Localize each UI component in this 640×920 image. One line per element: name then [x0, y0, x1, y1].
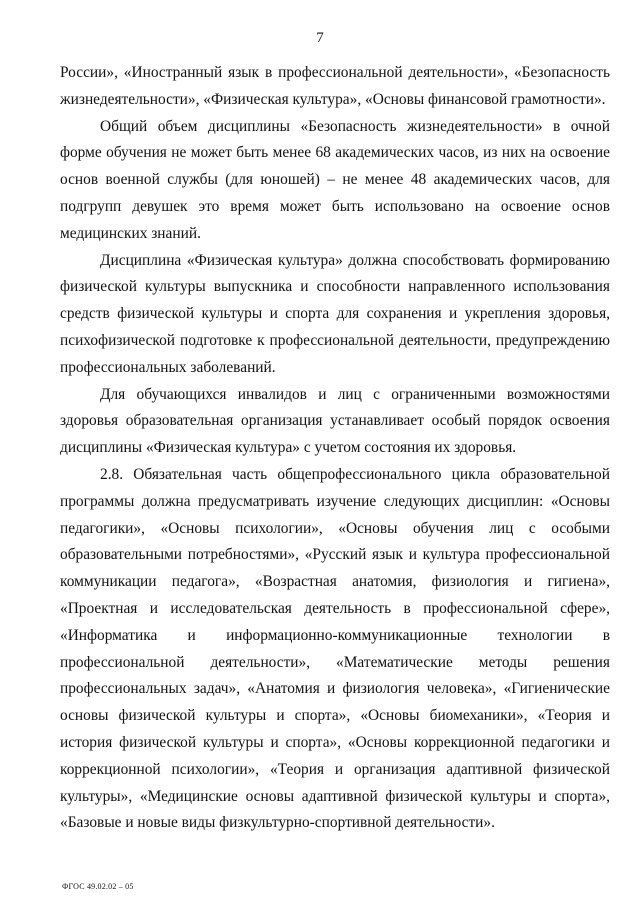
document-code-footer: ФГОС 49.02.02 – 05	[62, 882, 134, 891]
document-body	[60, 60, 610, 837]
paragraph-life-safety-volume: Общий объем дисциплины «Безопасность жизнедеятельности» в очной форме обучения не может быть менее 68 академических часов, из них на освоение основ военной службы (для юношей) – не менее 48 академических часов, для подгрупп девушек это время может быть использовано на освоение основ медицинских знаний.	[60, 117, 610, 242]
paragraph-continuation: России», «Иностранный язык в профессиональной деятельности», «Безопасность жизнедеятельности», «Физическая культура», «Основы финансовой грамотности».	[60, 64, 610, 108]
paragraph-section-2-8: 2.8. Обязательная часть общепрофессионального цикла образовательной программы должна предусматривать изучение следующих дисциплин: «Основы педагогики», «Основы психологии», «Основы обучения лиц с особыми образовательными потребностями», «Русский язык и культура профессиональной коммуникации педагога», «Возрастная анатомия, физиология и гигиена», «Проектная и исследовательская деятельность в профессиональной сфере», «Информатика и информационно-коммуникационные технологии в профессиональной деятельности», «Математические методы решения профессиональных задач», «Анатомия и физиология человека», «Гигиенические основы физической культуры и спорта», «Основы биомеханики», «Теория и история физической культуры и спорта», «Основы коррекционной педагогики и коррекционной психологии», «Теория и организация адаптивной физической культуры», «Медицинские основы адаптивной физической культуры и спорта», «Базовые и новые виды физкультурно-спортивной деятельности».	[60, 465, 610, 832]
page-number: 7	[316, 30, 324, 46]
paragraph-disabled-students: Для обучающихся инвалидов и лиц с ограниченными возможностями здоровья образовательная организация устанавливает особый порядок освоения дисциплины «Физическая культура» с учетом состояния их здоровья.	[60, 385, 610, 457]
paragraph-physical-culture: Дисциплина «Физическая культура» должна способствовать формированию физической культуры выпускника и способности направленного использования средств физической культуры и спорта для сохранения и укрепления здоровья, психофизической подготовке к профессиональной деятельности, предупреждению профессиональных заболеваний.	[60, 251, 610, 376]
